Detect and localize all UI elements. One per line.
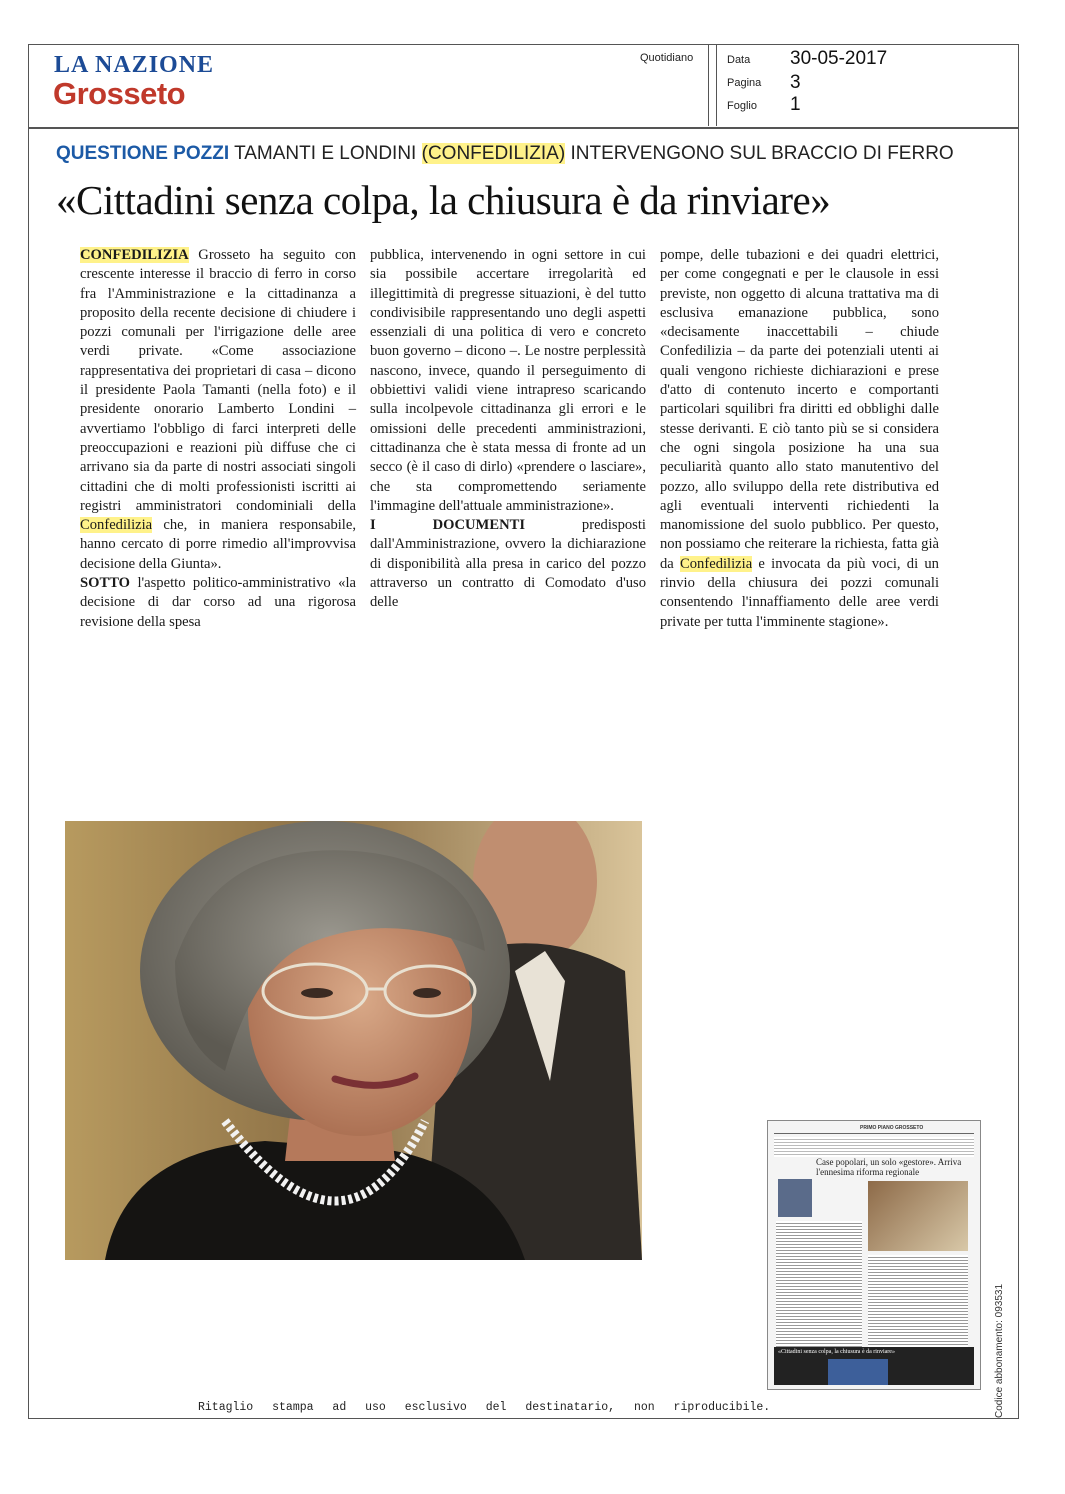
subscription-code-label: Codice abbonamento: xyxy=(994,1320,1005,1418)
meta-value-pagina: 3 xyxy=(790,72,801,93)
thumbnail-bottom-headline: «Cittadini senza colpa, la chiusura è da rinviare» xyxy=(778,1349,895,1355)
kicker-section: QUESTIONE POZZI xyxy=(56,143,230,164)
column-1-text: Grosseto ha seguito con crescente interesse il braccio di ferro in corso fra l'Amministrazione e la cittadinanza a proposito della recente decisione di chiudere i pozzi comunali per l'irrigazione delle aree verdi private. «Come associazione rappresentativa dei proprietari di casa – dicono il presidente Paola Tamanti (nella foto) e il presidente onorario Lamberto Londini – avvertiamo l'obbligo di farci interpreti delle preoccupazioni e reazioni più diffuse che ci arrivano sia da parte di nostri associati singoli cittadini che di molti professionisti iscritti ai registri amministratori condominiali della xyxy=(80,247,356,514)
meta-label-foglio: Foglio xyxy=(727,100,757,112)
thumbnail-portrait xyxy=(778,1179,812,1217)
thumbnail-text-block xyxy=(776,1221,862,1347)
meta-value-foglio: 1 xyxy=(790,94,801,115)
masthead-bottom: Grosseto xyxy=(53,76,186,111)
article-column-1 xyxy=(80,246,356,632)
column-3-text-end: e invocata da più voci, di un rinvio della chiusura dei pozzi comunali consentendo l'innaffiamento delle aree verdi private per tutta l'imminente stagione». xyxy=(660,555,939,630)
thumbnail-page-head: PRIMO PIANO GROSSETO xyxy=(860,1125,924,1131)
thumbnail-headline: Case popolari, un solo «gestore». Arriva l'ennesima riforma regionale xyxy=(816,1157,962,1177)
article-headline: «Cittadini senza colpa, la chiusura è da rinviare» xyxy=(56,177,831,223)
masthead-top: LA NAZIONE xyxy=(54,52,215,78)
page-thumbnail xyxy=(767,1120,981,1390)
subscription-code xyxy=(994,1284,1005,1418)
article-column-2 xyxy=(370,246,646,613)
thumbnail-rule xyxy=(774,1133,974,1134)
thumbnail-photo xyxy=(868,1181,968,1251)
header-divider-1 xyxy=(708,44,709,126)
meta-value-data: 30-05-2017 xyxy=(790,48,888,69)
header-divider-2 xyxy=(716,44,717,126)
column-2-text-2: predisposti dall'Amministrazione, ovvero la dichiarazione di disponibilità alla presa in carico del pozzo attraverso un contratto di Comodato d'uso delle xyxy=(370,517,646,611)
photo-portrait-illustration xyxy=(65,821,642,1260)
thumbnail-text-block-2 xyxy=(868,1255,968,1347)
subscription-code-value: 093531 xyxy=(994,1283,1005,1318)
kicker-highlight: (CONFEDILIZIA) xyxy=(421,143,566,164)
kicker-names: TAMANTI E LONDINI xyxy=(234,143,417,164)
column-3-text: pompe, delle tubazioni e dei quadri elettrici, per come congegnati e per le clausole in essi previste, non oggetto di alcuna trattativa ma di esclusiva emanazione pubblica, sono «decisamente inaccettabili – chiude Confedilizia – da parte dei potenziali utenti ai quali vengono richieste dichiarazioni e prese d'atto di contenuto incerto e comportanti particolari squilibri fra diritti ed obblighi dalle stesse derivanti. E ciò tanto più se si considera che ogni singola posizione ha una sua peculiarità quanto allo stato manutentivo del pozzo, allo sviluppo della rete distributiva ed agli eventuali interventi richiedenti la manomissione del suolo pubblico. Per questo, non possiamo che reiterare la richiesta, fatta già da xyxy=(660,247,939,572)
footer-notice: Ritaglio stampa ad uso esclusivo del destinatario, non riproducibile. xyxy=(198,1401,771,1414)
lead-word: CONFEDILIZIA xyxy=(80,247,189,263)
lead-word-2: SOTTO xyxy=(80,575,131,592)
highlight-confedilizia-2: Confedilizia xyxy=(680,555,753,572)
meta-label-pagina: Pagina xyxy=(727,77,762,89)
column-1-text-end: che, in maniera responsabile, hanno cercato di porre rimedio all'improvvisa decisione della Giunta». xyxy=(80,517,356,572)
article-photo xyxy=(65,821,642,1260)
publication-type: Quotidiano xyxy=(640,52,694,64)
thumbnail-quote-bar xyxy=(774,1137,974,1157)
column-1-text-2: l'aspetto politico-amministrativo «la decisione di dar corso ad una rigorosa revisione della spesa xyxy=(80,575,356,630)
article-kicker xyxy=(56,143,954,165)
lead-word-3: I DOCUMENTI xyxy=(370,517,526,534)
article-column-3 xyxy=(660,246,939,632)
column-2-text: pubblica, intervenendo in ogni settore in cui sia possibile accertare irregolarità ed illegittimità di pregresse situazioni, è del tutto condivisibile rappresentando uno degli aspetti essenziali di una politica di vero e concreto buon governo – dicono –. Le nostre perplessità nascono, invece, quando il perseguimento di obbiettivi validi viene intrapreso scaricando sulla incolpevole cittadinanza gli errori e le omissioni delle precedenti amministrazioni, cittadinanza che è stata messa di fronte ad un secco (è il caso di dirlo) «prendere o lasciare», che sta compromettendo seriamente l'immagine dell'attuale amministrazione». xyxy=(370,247,646,514)
thumbnail-bottom-photo xyxy=(828,1359,888,1385)
meta-label-data: Data xyxy=(727,54,751,66)
kicker-rest: INTERVENGONO SUL BRACCIO DI FERRO xyxy=(570,143,954,164)
highlight-confedilizia: Confedilizia xyxy=(80,517,153,534)
